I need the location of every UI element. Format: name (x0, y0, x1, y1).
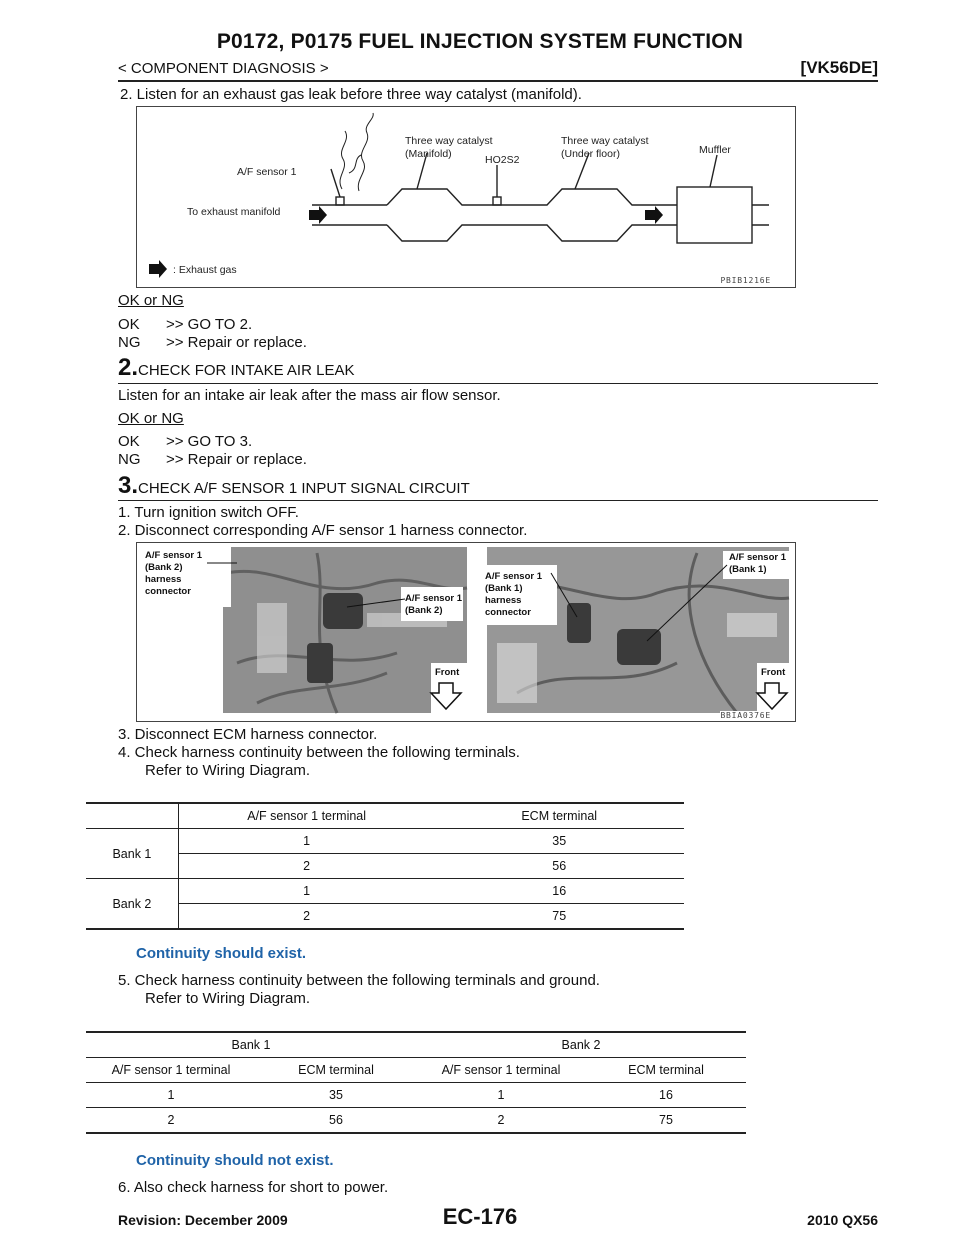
table-cell: 2 (178, 904, 434, 930)
result-ng (118, 451, 307, 469)
group-header: Bank 2 (561, 1038, 601, 1052)
step3-rule (118, 500, 878, 501)
step-title: CHECK FOR INTAKE AIR LEAK (138, 362, 355, 379)
table-header: ECM terminal (521, 809, 598, 823)
footer-model: 2010 QX56 (807, 1212, 878, 1228)
result-code: NG (118, 451, 141, 468)
table-cell: 75 (552, 909, 567, 923)
footer-page-number: EC-176 (442, 1204, 518, 1229)
footer-revision: Revision: December 2009 (118, 1212, 288, 1228)
result-ok (118, 433, 252, 451)
table-cell: 35 (329, 1088, 343, 1102)
table-header: A/F sensor 1 terminal (441, 1063, 561, 1077)
table-cell: 2 (167, 1113, 175, 1127)
result-heading: OK or NG (118, 292, 184, 309)
step3-instruction-5: 5. Check harness continuity between the following terminals and ground. (118, 972, 600, 989)
table-cell: 16 (552, 884, 567, 898)
group-header: Bank 1 (231, 1038, 271, 1052)
table-cell: 75 (659, 1113, 673, 1127)
table-row (86, 1108, 746, 1134)
step3-instruction-5-ref: Refer to Wiring Diagram. (145, 990, 311, 1007)
result-ng (118, 334, 307, 352)
table-cell: 1 (178, 829, 434, 854)
table-cell: 56 (329, 1113, 343, 1127)
left-label-4: connector (145, 586, 191, 597)
engine-model: [VK56DE] (800, 58, 878, 77)
result-heading: OK or NG (118, 410, 184, 427)
table-header: A/F sensor 1 terminal (111, 1063, 231, 1077)
result-action: >> Repair or replace. (166, 334, 307, 351)
table-row (86, 1083, 746, 1108)
bank-label: Bank 1 (112, 846, 152, 861)
right-label-2: (Bank 1) (485, 583, 523, 594)
label-to-exhaust: To exhaust manifold (187, 206, 281, 218)
left-callout-2: (Bank 2) (405, 605, 443, 616)
table-header: ECM terminal (628, 1063, 704, 1077)
step3-heading (118, 472, 470, 500)
step3-instruction-6: 6. Also check harness for short to power. (118, 1179, 389, 1196)
connector-location-figure (136, 542, 796, 722)
connector-photo-svg (137, 543, 795, 721)
result-ok (118, 316, 252, 334)
label-af-sensor: A/F sensor 1 (237, 166, 297, 178)
table-cell: 1 (497, 1088, 505, 1102)
label-twc-manifold-1: Three way catalyst (405, 135, 493, 147)
table-cell: 2 (178, 854, 434, 879)
label-twc-manifold-2: (Manifold) (405, 148, 452, 160)
left-label-1: A/F sensor 1 (145, 550, 203, 561)
result-action: >> Repair or replace. (166, 451, 307, 468)
label-muffler: Muffler (699, 144, 731, 156)
left-label-3: harness (145, 574, 182, 585)
step3-instruction-2: 2. Disconnect corresponding A/F sensor 1 harness connector. (118, 522, 528, 539)
result-code: OK (118, 316, 140, 333)
bank-label: Bank 2 (112, 896, 152, 911)
step-number: 2. (118, 354, 139, 381)
result-code: OK (118, 433, 140, 450)
front-label-right: Front (761, 667, 786, 678)
step-number: 3. (118, 472, 139, 499)
table-header: A/F sensor 1 terminal (178, 803, 434, 829)
table-cell: 1 (178, 879, 434, 904)
step2-instruction: Listen for an intake air leak after the mass air flow sensor. (118, 387, 501, 404)
spec-continuity-exists: Continuity should exist. (136, 945, 307, 962)
figure-code: BBIA0376E (720, 711, 771, 720)
step3-instruction-3: 3. Disconnect ECM harness connector. (118, 726, 378, 743)
result-action: >> GO TO 2. (166, 316, 253, 333)
figure-code: PBIB1216E (720, 276, 771, 285)
right-callout-1: A/F sensor 1 (729, 552, 787, 563)
exhaust-system-diagram (136, 106, 796, 288)
table-corner (86, 803, 178, 829)
label-twc-under-2: (Under floor) (561, 148, 620, 160)
table-cell: 35 (552, 834, 567, 848)
right-label-4: connector (485, 607, 531, 618)
right-label-1: A/F sensor 1 (485, 571, 543, 582)
continuity-table-2 (86, 1031, 746, 1134)
step2-heading (118, 354, 354, 382)
table-header: ECM terminal (298, 1063, 374, 1077)
step1-instruction: 2. Listen for an exhaust gas leak before three way catalyst (manifold). (120, 86, 582, 103)
result-action: >> GO TO 3. (166, 433, 253, 450)
right-callout-2: (Bank 1) (729, 564, 767, 575)
header-divider (118, 80, 878, 82)
label-exhaust-legend: : Exhaust gas (173, 264, 237, 276)
label-twc-under-1: Three way catalyst (561, 135, 649, 147)
table-cell: 56 (552, 859, 567, 873)
left-label-2: (Bank 2) (145, 562, 183, 573)
page-title: P0172, P0175 FUEL INJECTION SYSTEM FUNCTION (216, 30, 744, 53)
table-cell: 16 (659, 1088, 673, 1102)
left-callout-1: A/F sensor 1 (405, 593, 463, 604)
label-ho2s2: HO2S2 (485, 154, 520, 166)
spec-continuity-not-exist: Continuity should not exist. (136, 1152, 334, 1169)
table-row (86, 879, 684, 904)
right-label-3: harness (485, 595, 522, 606)
step3-instruction-4: 4. Check harness continuity between the following terminals. (118, 744, 520, 761)
step3-instruction-1: 1. Turn ignition switch OFF. (118, 504, 299, 521)
section-label: < COMPONENT DIAGNOSIS > (118, 60, 329, 77)
exhaust-diagram-svg (137, 107, 795, 287)
step2-rule (118, 383, 878, 384)
table-cell: 2 (497, 1113, 505, 1127)
step-title: CHECK A/F SENSOR 1 INPUT SIGNAL CIRCUIT (138, 480, 470, 497)
continuity-table-1 (86, 802, 684, 930)
result-code: NG (118, 334, 141, 351)
table-cell: 1 (167, 1088, 175, 1102)
front-label-left: Front (435, 667, 460, 678)
table-row (86, 829, 684, 854)
step3-instruction-4-ref: Refer to Wiring Diagram. (145, 762, 311, 779)
